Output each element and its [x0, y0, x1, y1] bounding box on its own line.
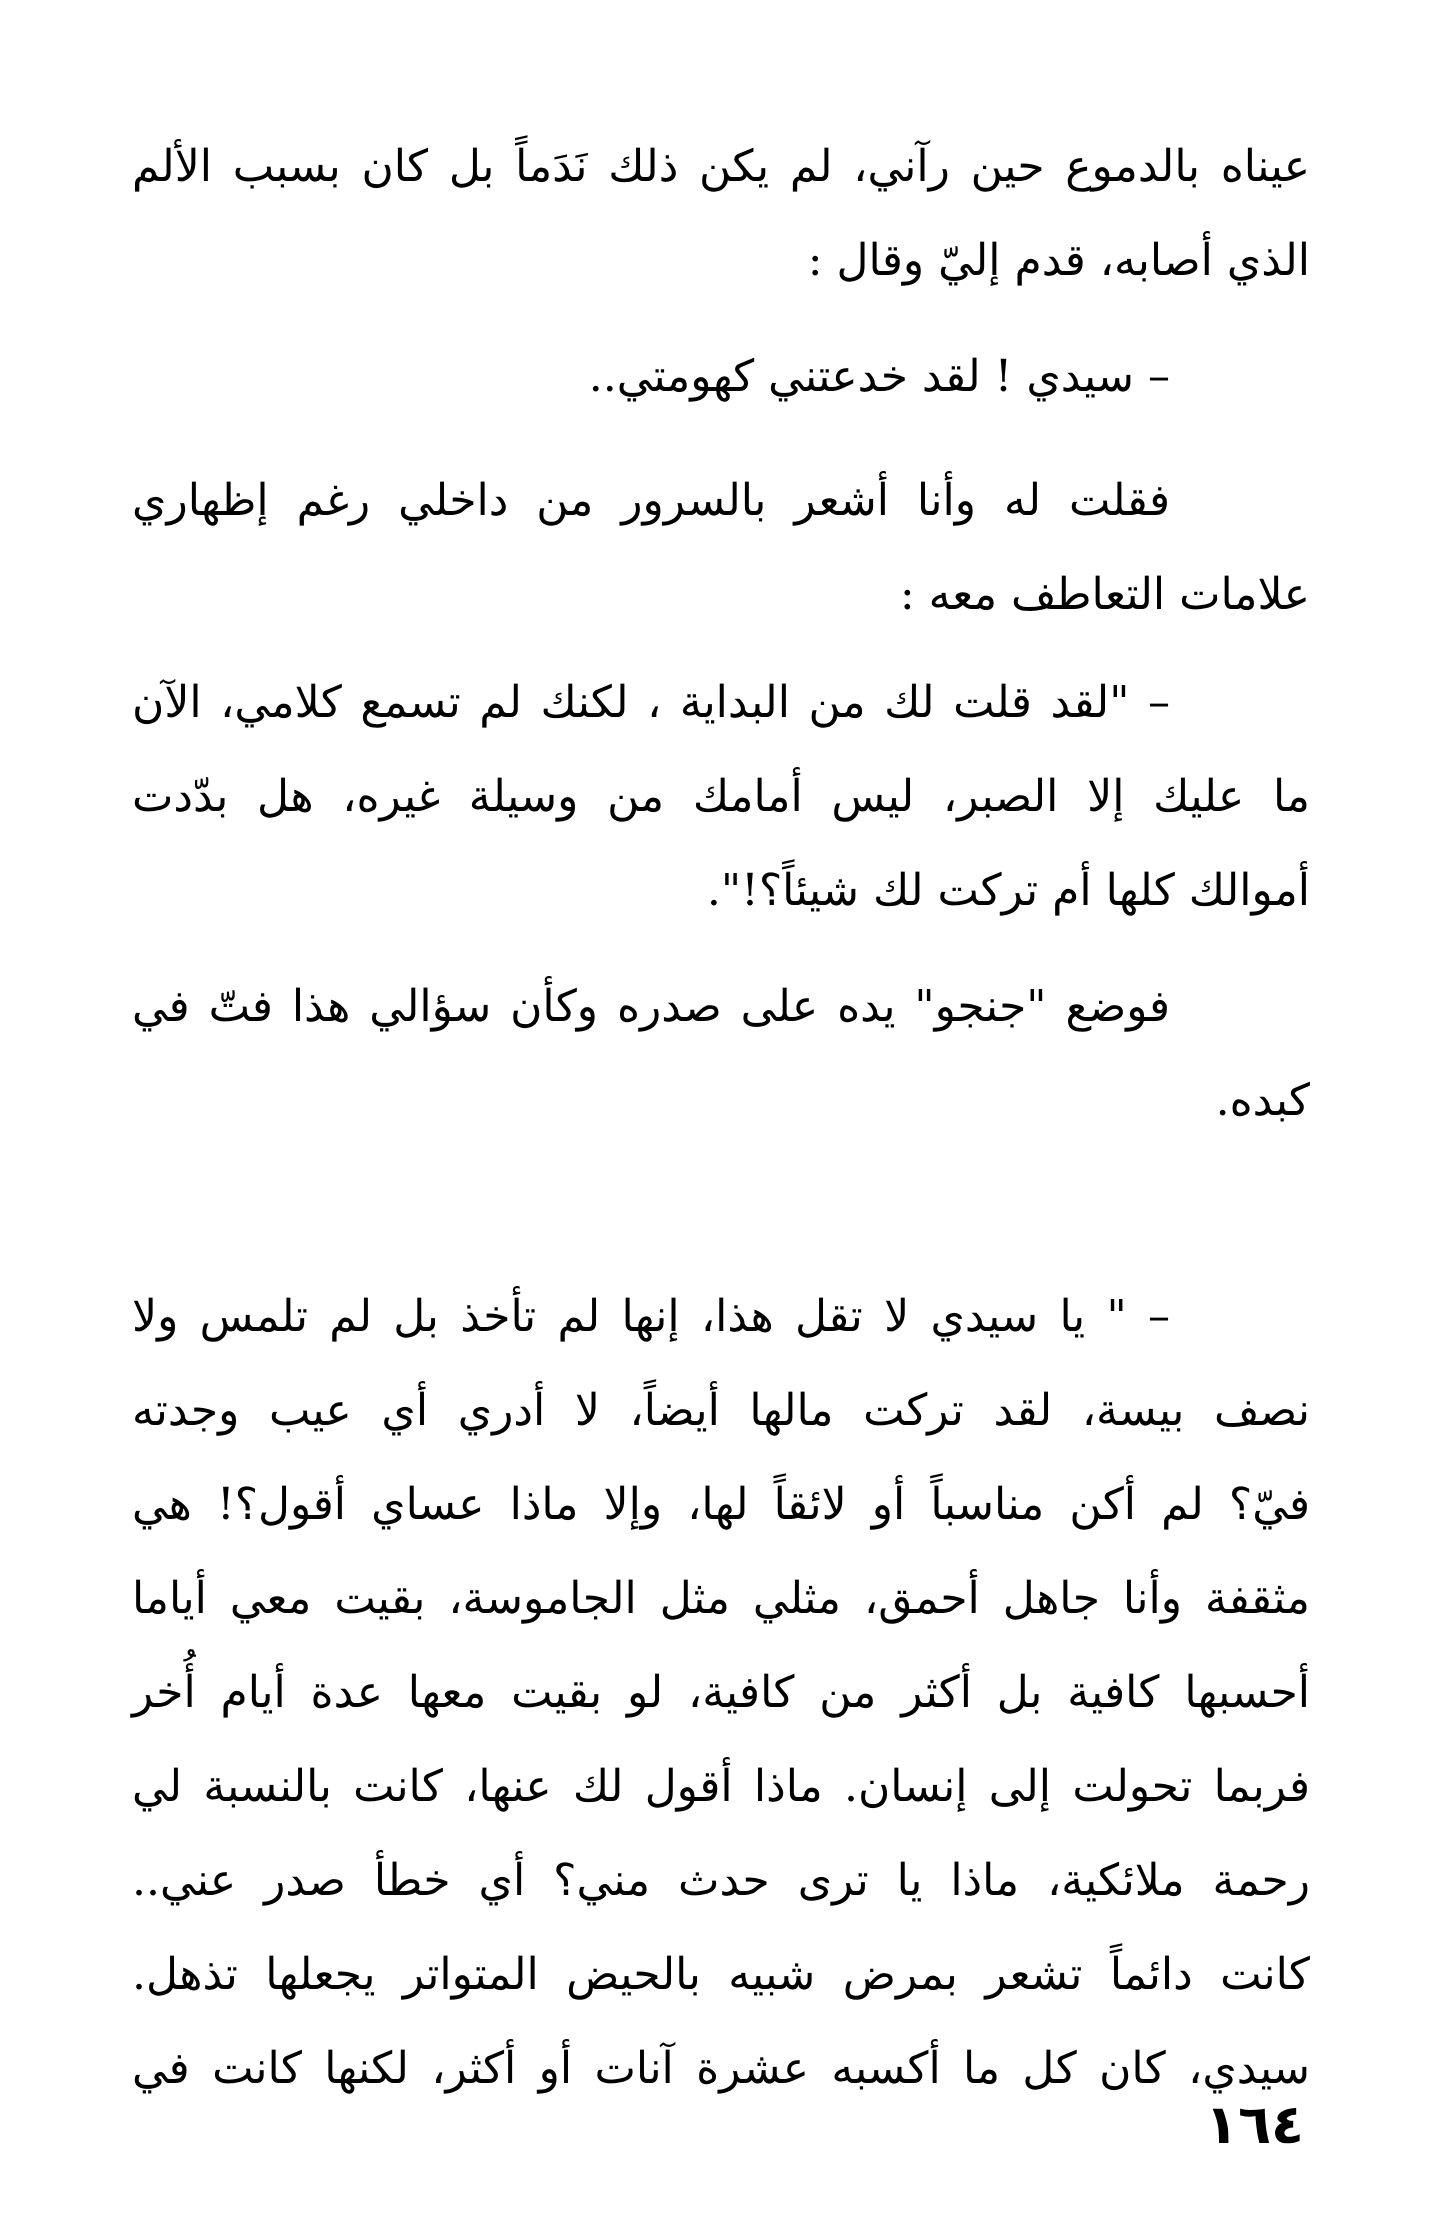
page-number: ١٦٤: [1205, 2093, 1304, 2156]
text-line: أموالك كلها أم تركت لك شيئاً؟!".: [706, 865, 1310, 916]
text-line: كبده.: [1215, 1075, 1310, 1126]
paragraph: [132, 1270, 1310, 2116]
text-line: فربما تحولت إلى إنسان. ماذا أقول لك عنها، كانت بالنسبة لي: [132, 1761, 1311, 1812]
text-line: سيدي، كان كل ما أكسبه عشرة آنات أو أكثر، لكنها كانت في: [132, 2043, 1310, 2094]
text-line: – سيدي ! لقد خدعتني كهومتي..: [588, 351, 1170, 402]
text-line: عيناه بالدموع حين رآني، لم يكن ذلك نَدَماً بل كان بسبب الألم: [132, 141, 1310, 192]
text-line: مثقفة وأنا جاهل أحمق، مثلي مثل الجاموسة، بقيت معي أياما: [132, 1573, 1310, 1624]
text-line: – " يا سيدي لا تقل هذا، إنها لم تأخذ بل لم تلمس ولا: [132, 1291, 1170, 1342]
text-line: علامات التعاطف معه :: [899, 569, 1310, 620]
text-line: الذي أصابه، قدم إليّ وقال :: [807, 235, 1310, 286]
paragraph: [132, 960, 1310, 1148]
text-line: فيّ؟ لم أكن مناسباً أو لائقاً لها، وإلا ماذا عساي أقول؟! هي: [132, 1479, 1310, 1530]
text-line: رحمة ملائكية، ماذا يا ترى حدث مني؟ أي خطأ صدر عني..: [132, 1855, 1310, 1906]
text-line: – "لقد قلت لك من البداية ، لكنك لم تسمع كلامي، الآن: [132, 677, 1170, 728]
paragraph: [132, 120, 1310, 308]
text-line: فوضع "جنجو" يده على صدره وكأن سؤالي هذا فتّ في: [132, 981, 1171, 1032]
text-line: أحسبها كافية بل أكثر من كافية، لو بقيت معها عدة أيام أُخر: [132, 1667, 1310, 1718]
paragraph: [132, 454, 1310, 642]
text-line: ما عليك إلا الصبر، ليس أمامك من وسيلة غيره، هل بدّدت: [132, 771, 1310, 822]
text-line: فقلت له وأنا أشعر بالسرور من داخلي رغم إظهاري: [132, 475, 1170, 526]
text-line: نصف بيسة، لقد تركت مالها أيضاً، لا أدري أي عيب وجدته: [132, 1385, 1310, 1436]
text-line: كانت دائماً تشعر بمرض شبيه بالحيض المتواتر يجعلها تذهل.: [132, 1949, 1310, 2000]
paragraph: [132, 656, 1310, 938]
paragraph: [132, 330, 1310, 424]
